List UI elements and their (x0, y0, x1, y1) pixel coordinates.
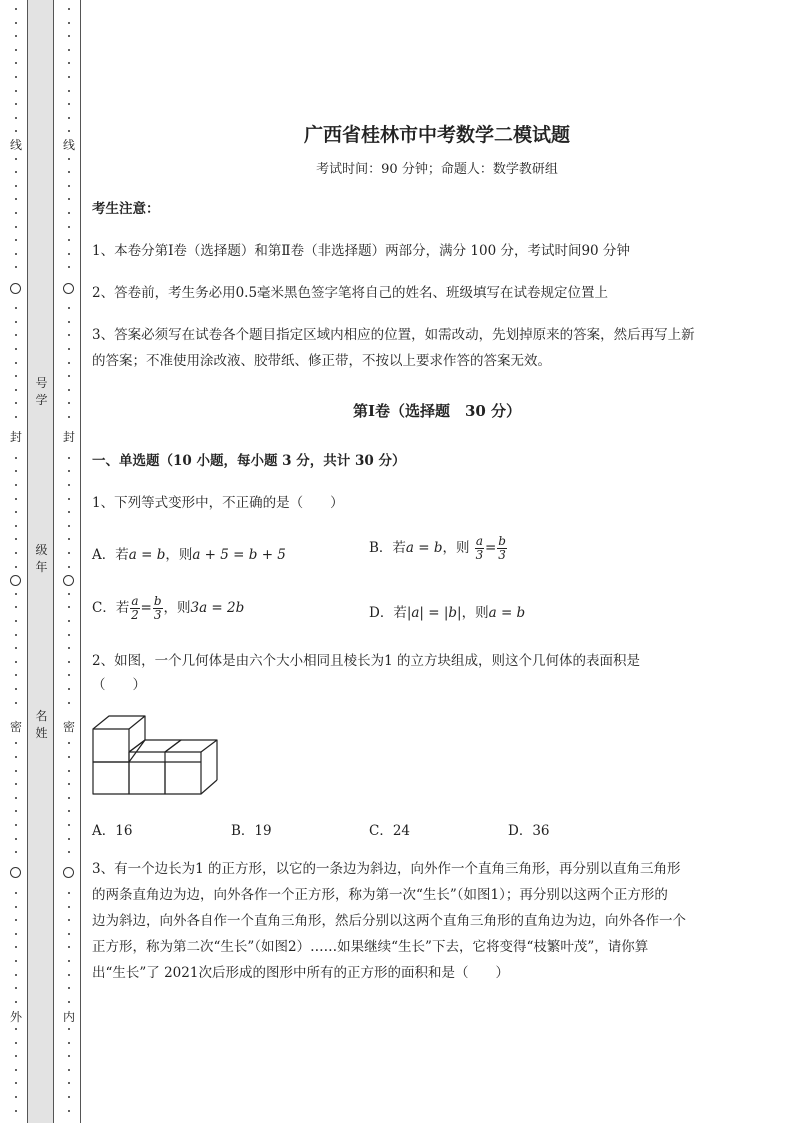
cut-dot (68, 593, 70, 595)
cut-dot (15, 266, 17, 268)
cut-dot (68, 661, 70, 663)
cut-dot (68, 810, 70, 812)
cut-dot (15, 484, 17, 486)
cut-dot (15, 1096, 17, 1098)
cut-dot (68, 375, 70, 377)
cut-dot (68, 35, 70, 37)
cut-dot (15, 1001, 17, 1003)
cut-dot (68, 1069, 70, 1071)
grade-label: 级 年 (35, 543, 48, 574)
cut-dot (68, 76, 70, 78)
cut-dot (15, 783, 17, 785)
cut-dot (15, 987, 17, 989)
q3-line-2: 的两条直角边为边，向外各作一个正方形，称为第一次“生长”（如图1）；再分别以这两个正方形的 (92, 887, 668, 903)
cut-dot (15, 35, 17, 37)
cut-dot (68, 90, 70, 92)
cut-dot (68, 103, 70, 105)
note-3-line-1: 3、答案必须写在试卷各个题目指定区域内相应的位置，如需改动，先划掉原来的答案，然后再写上新 (92, 327, 695, 343)
binding-hole-icon (10, 867, 21, 878)
fraction: $\frac{a}{2}$ (131, 594, 139, 622)
cut-dot (68, 783, 70, 785)
cut-dot (68, 266, 70, 268)
cut-dot (15, 661, 17, 663)
cut-dot (68, 226, 70, 228)
cut-dot (68, 824, 70, 826)
right-cut-line (62, 0, 76, 1123)
binding-hole-icon (10, 575, 21, 586)
cut-dot (15, 1028, 17, 1030)
cut-dot (15, 647, 17, 649)
cut-dot (68, 946, 70, 948)
cut-dot (68, 851, 70, 853)
cut-dot (68, 334, 70, 336)
binding-hole-icon (63, 575, 74, 586)
cut-dot (15, 76, 17, 78)
fraction: $\frac{b}{3}$ (153, 594, 162, 622)
cut-line-mark: 密 (62, 720, 75, 734)
q2-option-c: C．24 (369, 823, 411, 839)
cut-dot (15, 892, 17, 894)
cut-dot (68, 117, 70, 119)
cut-dot (15, 321, 17, 323)
q1-stem: 1、下列等式变形中，不正确的是（ ） (92, 495, 344, 511)
cut-dot (15, 1055, 17, 1057)
cut-dot (68, 538, 70, 540)
note-3-line-2: 的答案；不准使用涂改液、胶带纸、修正带，不按以上要求作答的答案无效。 (92, 353, 551, 369)
cut-dot (15, 851, 17, 853)
cube-solid-figure (92, 712, 232, 796)
q2-option-a: A．16 (92, 823, 133, 839)
cut-dot (15, 674, 17, 676)
cut-dot (68, 933, 70, 935)
cut-dot (68, 130, 70, 132)
cut-dot (15, 688, 17, 690)
cut-dot (15, 198, 17, 200)
student-id-label: 号 学 (35, 376, 48, 407)
cut-dot (15, 239, 17, 241)
cut-dot (15, 158, 17, 160)
q1-option-a: A．若a = b，则a + 5 = b + 5 (92, 547, 286, 563)
cut-dot (15, 797, 17, 799)
cut-dot (68, 620, 70, 622)
cut-dot (15, 375, 17, 377)
cut-dot (15, 416, 17, 418)
cut-dot (68, 770, 70, 772)
q2-option-d: D．36 (508, 823, 550, 839)
cut-dot (15, 1110, 17, 1112)
cut-dot (68, 634, 70, 636)
notes-heading: 考生注意： (92, 201, 160, 217)
cut-dot (68, 457, 70, 459)
cut-dot (15, 62, 17, 64)
binding-hole-icon (63, 867, 74, 878)
cut-dot (15, 470, 17, 472)
cut-dot (15, 8, 17, 10)
cut-dot (15, 226, 17, 228)
cut-dot (15, 919, 17, 921)
q3-line-5: 出“生长”了 2021次后形成的图形中所有的正方形的面积和是（ ） (92, 965, 509, 981)
cut-dot (15, 402, 17, 404)
note-1: 1、本卷分第Ⅰ卷（选择题）和第Ⅱ卷（非选择题）两部分，满分 100 分，考试时间90 分钟 (92, 243, 630, 259)
cut-dot (68, 484, 70, 486)
cut-dot (68, 906, 70, 908)
cut-dot (68, 511, 70, 513)
cut-dot (68, 688, 70, 690)
cut-dot (68, 362, 70, 364)
cut-dot (15, 770, 17, 772)
cut-dot (15, 525, 17, 527)
cut-line-mark: 封 (9, 430, 22, 444)
cut-dot (15, 511, 17, 513)
cut-dot (68, 1042, 70, 1044)
q3-line-1: 3、有一个边长为1 的正方形，以它的一条边为斜边，向外作一个直角三角形，再分别以直角三角形 (92, 861, 681, 877)
cut-dot (15, 1042, 17, 1044)
cut-dot (68, 647, 70, 649)
q2-stem-line-1: 2、如图，一个几何体是由六个大小相同且棱长为1 的立方块组成，则这个几何体的表面积是 (92, 653, 640, 669)
section-heading: 一、单选题（10 小题，每小题 3 分，共计 30 分） (92, 453, 406, 469)
cut-dot (68, 185, 70, 187)
cut-dot (15, 49, 17, 51)
cut-dot (15, 606, 17, 608)
cut-dot (68, 389, 70, 391)
cut-dot (68, 974, 70, 976)
cut-dot (68, 402, 70, 404)
cut-dot (15, 538, 17, 540)
part1-title: 第Ⅰ卷（选择题 30 分） (352, 402, 522, 420)
q2-stem-line-2: （ ） (92, 677, 146, 693)
cut-dot (68, 892, 70, 894)
left-cut-line (9, 0, 23, 1123)
q2-option-b: B．19 (231, 823, 272, 839)
binding-margin (0, 0, 84, 1123)
cut-dot (15, 702, 17, 704)
cut-dot (68, 987, 70, 989)
cut-dot (15, 253, 17, 255)
cut-dot (68, 552, 70, 554)
cut-dot (68, 8, 70, 10)
cut-dot (68, 158, 70, 160)
cut-dot (15, 810, 17, 812)
cut-dot (68, 348, 70, 350)
cut-dot (68, 239, 70, 241)
cut-dot (68, 1028, 70, 1030)
cut-dot (15, 906, 17, 908)
q1-option-d: D．若|a| = |b|，则a = b (369, 605, 526, 621)
cut-dot (15, 634, 17, 636)
cut-dot (15, 1082, 17, 1084)
cut-dot (15, 389, 17, 391)
cut-dot (68, 838, 70, 840)
cut-line-mark: 内 (62, 1010, 75, 1024)
cut-dot (68, 525, 70, 527)
cut-dot (68, 1055, 70, 1057)
q3-line-4: 正方形，称为第二次“生长”（如图2）……如果继续“生长”下去，它将变得“枝繁叶茂”，请你算 (92, 939, 649, 955)
cut-line-mark: 封 (62, 430, 75, 444)
cut-dot (68, 49, 70, 51)
cut-dot (68, 606, 70, 608)
cut-dot (15, 552, 17, 554)
cut-dot (68, 253, 70, 255)
cut-dot (15, 90, 17, 92)
cut-dot (68, 742, 70, 744)
exam-subtitle: 考试时间：90 分钟；命题人：数学教研组 (316, 162, 558, 177)
cut-dot (68, 22, 70, 24)
cut-line-mark: 线 (62, 138, 75, 152)
cut-dot (68, 321, 70, 323)
cut-dot (68, 756, 70, 758)
cut-dot (15, 130, 17, 132)
cut-dot (15, 593, 17, 595)
cut-dot (15, 212, 17, 214)
q1-option-b: B．若a = b，则 $\frac{a}{3}$ = $\frac{b}{3}$ (369, 534, 506, 562)
cut-dot (68, 1001, 70, 1003)
cut-dot (15, 838, 17, 840)
cut-dot (15, 348, 17, 350)
cut-dot (68, 416, 70, 418)
cut-dot (15, 960, 17, 962)
cut-dot (15, 334, 17, 336)
cut-dot (68, 62, 70, 64)
cut-dot (15, 362, 17, 364)
cut-dot (68, 919, 70, 921)
cut-line-mark: 外 (9, 1010, 22, 1024)
cut-dot (15, 620, 17, 622)
cut-dot (68, 960, 70, 962)
cut-dot (68, 307, 70, 309)
cut-dot (68, 674, 70, 676)
fraction: $\frac{a}{3}$ (475, 534, 484, 562)
student-info-band (27, 0, 54, 1123)
cut-dot (15, 307, 17, 309)
margin-border (80, 0, 81, 1123)
note-2: 2、答卷前，考生务必用0.5毫米黑色签字笔将自己的姓名、班级填写在试卷规定位置上 (92, 285, 609, 301)
cut-dot (15, 756, 17, 758)
cut-dot (68, 212, 70, 214)
cut-dot (68, 566, 70, 568)
cut-dot (15, 171, 17, 173)
cut-line-mark: 密 (9, 720, 22, 734)
fraction: $\frac{b}{3}$ (498, 534, 506, 562)
cut-dot (15, 566, 17, 568)
cut-dot (15, 742, 17, 744)
cut-dot (15, 457, 17, 459)
cut-dot (68, 198, 70, 200)
cut-dot (68, 1110, 70, 1112)
cut-dot (15, 117, 17, 119)
cut-dot (15, 22, 17, 24)
cut-dot (68, 171, 70, 173)
cut-dot (68, 1096, 70, 1098)
cut-dot (68, 797, 70, 799)
cut-dot (68, 498, 70, 500)
cut-dot (15, 946, 17, 948)
cut-dot (15, 498, 17, 500)
q1-option-c: C．若 $\frac{a}{2}$ = $\frac{b}{3}$ ，则3a = 2b (92, 594, 245, 622)
cut-dot (15, 933, 17, 935)
cut-dot (15, 185, 17, 187)
cut-dot (68, 702, 70, 704)
cut-dot (15, 1069, 17, 1071)
exam-title: 广西省桂林市中考数学二模试题 (303, 124, 570, 146)
cut-dot (15, 103, 17, 105)
name-label: 名 姓 (35, 709, 48, 740)
cut-dot (68, 1082, 70, 1084)
binding-hole-icon (10, 283, 21, 294)
cut-line-mark: 线 (9, 138, 22, 152)
cut-dot (15, 974, 17, 976)
cut-dot (68, 470, 70, 472)
binding-hole-icon (63, 283, 74, 294)
cut-dot (15, 824, 17, 826)
q3-line-3: 边为斜边，向外各自作一个直角三角形，然后分别以这两个直角三角形的直角边为边，向外各作一个 (92, 913, 686, 929)
